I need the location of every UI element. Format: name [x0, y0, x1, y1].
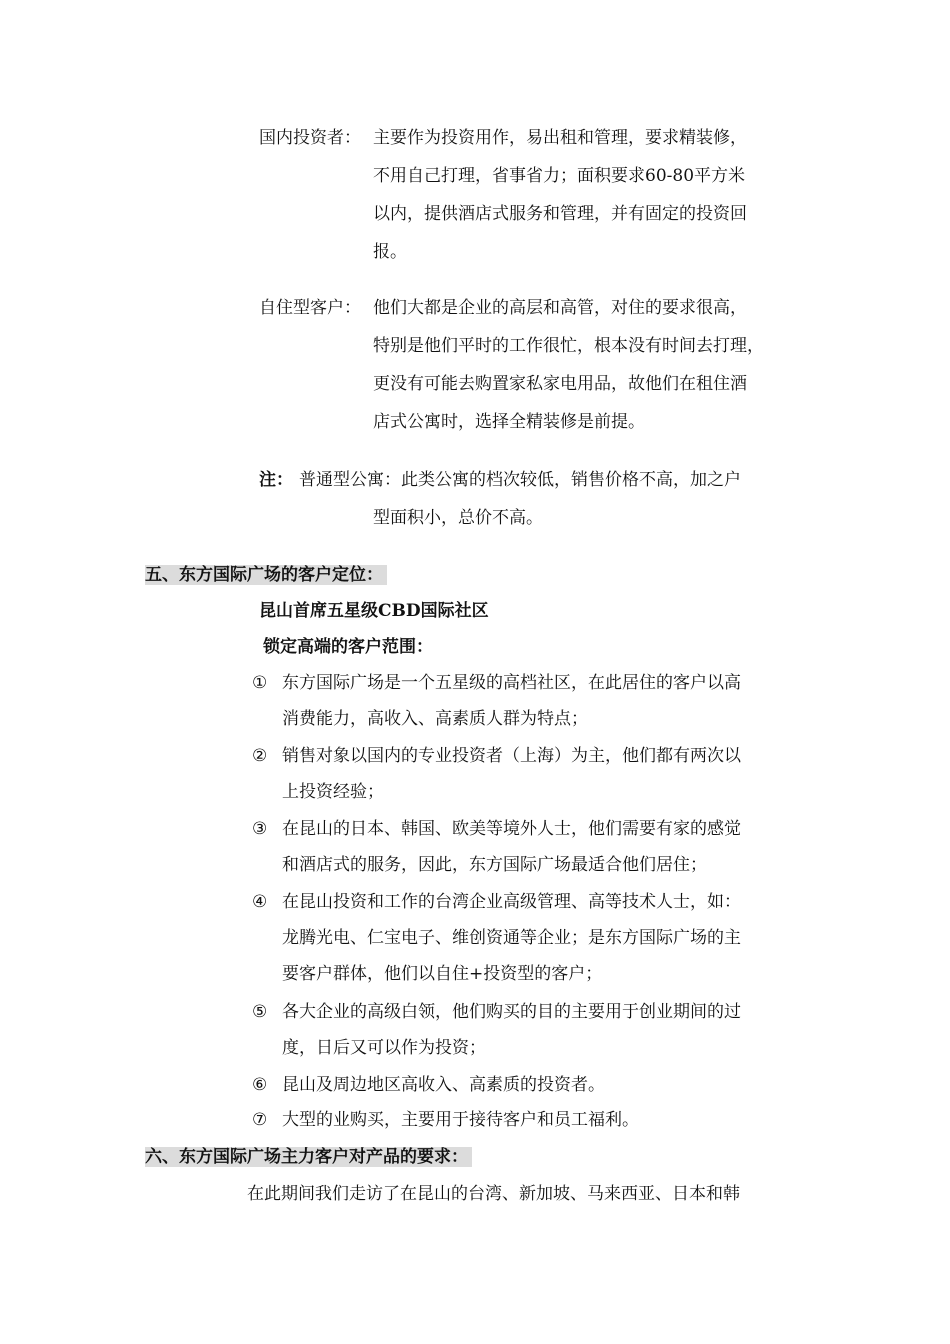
list-item-2 [252, 744, 741, 768]
section5-subtitle: 昆山首席五星级CBD国际社区 [259, 601, 489, 621]
list-item-4 [252, 890, 741, 914]
section5-heading-text: 五、东方国际广场的客户定位： [145, 565, 387, 585]
item-marker: ⑤ [252, 1002, 268, 1022]
item-marker: ① [252, 673, 268, 693]
domestic-investor-line-1: 主要作为投资用作，易出租和管理，要求精装修， [373, 128, 747, 148]
owner-occupier-line-4: 店式公寓时，选择全精装修是前提。 [373, 412, 645, 432]
owner-occupier-label: 自住型客户： [259, 298, 361, 318]
item-marker: ③ [252, 819, 268, 839]
item-marker: ② [252, 746, 268, 766]
list-item-7 [252, 1108, 639, 1132]
item-marker: ⑦ [252, 1110, 268, 1130]
item-text: 东方国际广场是一个五星级的高档社区，在此居住的客户以高 [282, 673, 741, 693]
owner-occupier-line-2: 特别是他们平时的工作很忙，根本没有时间去打理， [373, 336, 764, 356]
list-item-1-cont: 消费能力，高收入、高素质人群为特点； [282, 709, 588, 729]
section5-heading [145, 563, 387, 587]
note-line-2: 型面积小，总价不高。 [373, 508, 543, 528]
item-text: 昆山及周边地区高收入、高素质的投资者。 [282, 1075, 605, 1095]
list-item-3 [252, 817, 741, 841]
section6-paragraph: 在此期间我们走访了在昆山的台湾、新加坡、马来西亚、日本和韩 [247, 1184, 740, 1204]
item-text: 销售对象以国内的专业投资者（上海）为主，他们都有两次以 [282, 746, 741, 766]
item-marker: ⑥ [252, 1075, 268, 1095]
domestic-investor-line-3: 以内，提供酒店式服务和管理，并有固定的投资回 [373, 204, 747, 224]
list-item-3-cont: 和酒店式的服务，因此，东方国际广场最适合他们居住； [282, 855, 707, 875]
list-item-4-cont-1: 龙腾光电、仁宝电子、维创资通等企业；是东方国际广场的主 [282, 928, 741, 948]
list-item-2-cont: 上投资经验； [282, 782, 384, 802]
list-item-1 [252, 671, 741, 695]
list-item-4-cont-2: 要客户群体，他们以自住+投资型的客户； [282, 964, 603, 984]
list-item-5-cont: 度，日后又可以作为投资； [282, 1038, 486, 1058]
owner-occupier-line-1: 他们大都是企业的高层和高管，对住的要求很高， [373, 298, 747, 318]
domestic-investor-line-4: 报。 [373, 242, 407, 262]
list-item-6 [252, 1073, 605, 1097]
section6-heading-text: 六、东方国际广场主力客户对产品的要求： [145, 1147, 472, 1167]
item-text: 大型的业购买，主要用于接待客户和员工福利。 [282, 1110, 639, 1130]
item-text: 在昆山的日本、韩国、欧美等境外人士，他们需要有家的感觉 [282, 819, 741, 839]
item-text: 各大企业的高级白领，他们购买的目的主要用于创业期间的过 [282, 1002, 741, 1022]
list-item-5 [252, 1000, 741, 1024]
note-label: 注： [259, 470, 293, 490]
item-marker: ④ [252, 892, 268, 912]
section5-scope-label: 锁定高端的客户范围： [263, 637, 433, 657]
domestic-investor-line-2: 不用自己打理，省事省力；面积要求60-80平方米 [373, 166, 746, 186]
section6-heading [145, 1145, 472, 1169]
note-line-1: 普通型公寓：此类公寓的档次较低，销售价格不高，加之户 [299, 470, 741, 490]
domestic-investor-label: 国内投资者： [259, 128, 361, 148]
owner-occupier-line-3: 更没有可能去购置家私家电用品，故他们在租住酒 [373, 374, 747, 394]
item-text: 在昆山投资和工作的台湾企业高级管理、高等技术人士，如： [282, 892, 741, 912]
